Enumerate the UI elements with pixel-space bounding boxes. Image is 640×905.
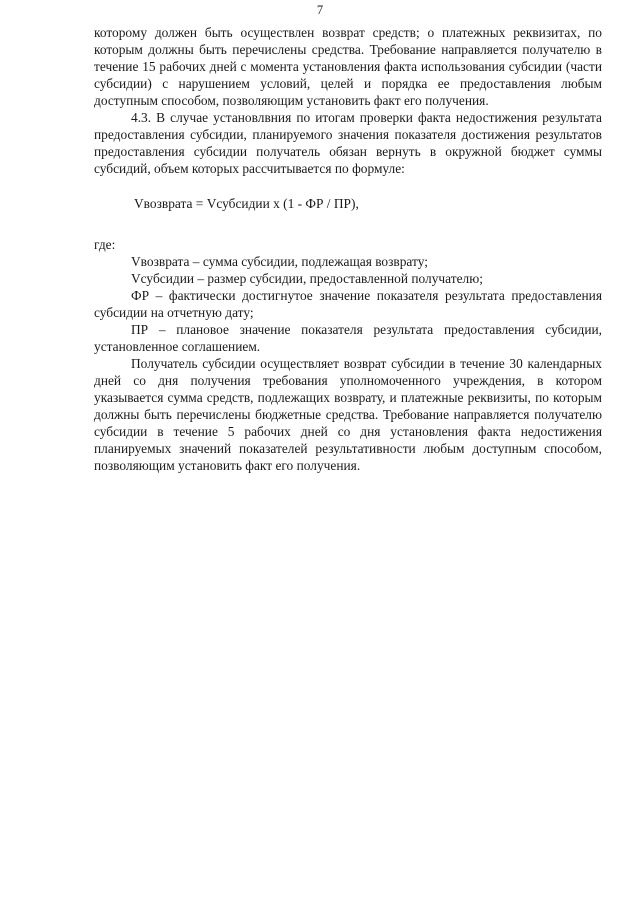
- refund-formula: Vвозврата = Vсубсидии x (1 - ФР / ПР),: [134, 196, 359, 211]
- paragraph-4-3: 4.3. В случае установлвния по итогам проверки факта недостижения результата предоставления субсидии, планируемого значения показателя достижения результатов предоставления субсидии получатель обязан вернуть в окружной бюджет суммы субсидий, объем которых рассчитывается по формуле:: [94, 110, 602, 176]
- paragraph-refund-procedure: Получатель субсидии осуществляет возврат субсидии в течение 30 календарных дней со дня получения требования уполномоченного учреждения, в котором указывается сумма средств, подлежащих возврату, и платежные реквизиты, по которым должны быть перечислены бюджетные средства. Требование направляется получателю субсидии в течение 5 рабочих дней со дня установления факта недостижения планируемых значений показателей результативности любым доступным способом, позволяющим установить факт его получения.: [94, 356, 602, 473]
- definition-pr: ПР – плановое значение показателя результата предоставления субсидии, установленное соглашением.: [94, 322, 602, 354]
- definition-v-subsidy: Vсубсидии – размер субсидии, предоставленной получателю;: [131, 271, 483, 286]
- definition-fr: ФР – фактически достигнутое значение показателя результата предоставления субсидии на отчетную дату;: [94, 288, 602, 320]
- definition-v-return: Vвозврата – сумма субсидии, подлежащая возврату;: [131, 254, 428, 269]
- formula-where-label: где:: [94, 237, 116, 252]
- paragraph-return-requirement: которому должен быть осуществлен возврат средств; о платежных реквизитах, по которым должны быть перечислены средства. Требование направляется получателю в течение 15 рабочих дней с момента установления факта использования субсидии (части субсидии) с нарушением условий, целей и порядка ее предоставления любым доступным способом, позволяющим установить факт его получения.: [94, 25, 602, 108]
- page-number: 7: [316, 3, 324, 17]
- document-body: [94, 24, 602, 474]
